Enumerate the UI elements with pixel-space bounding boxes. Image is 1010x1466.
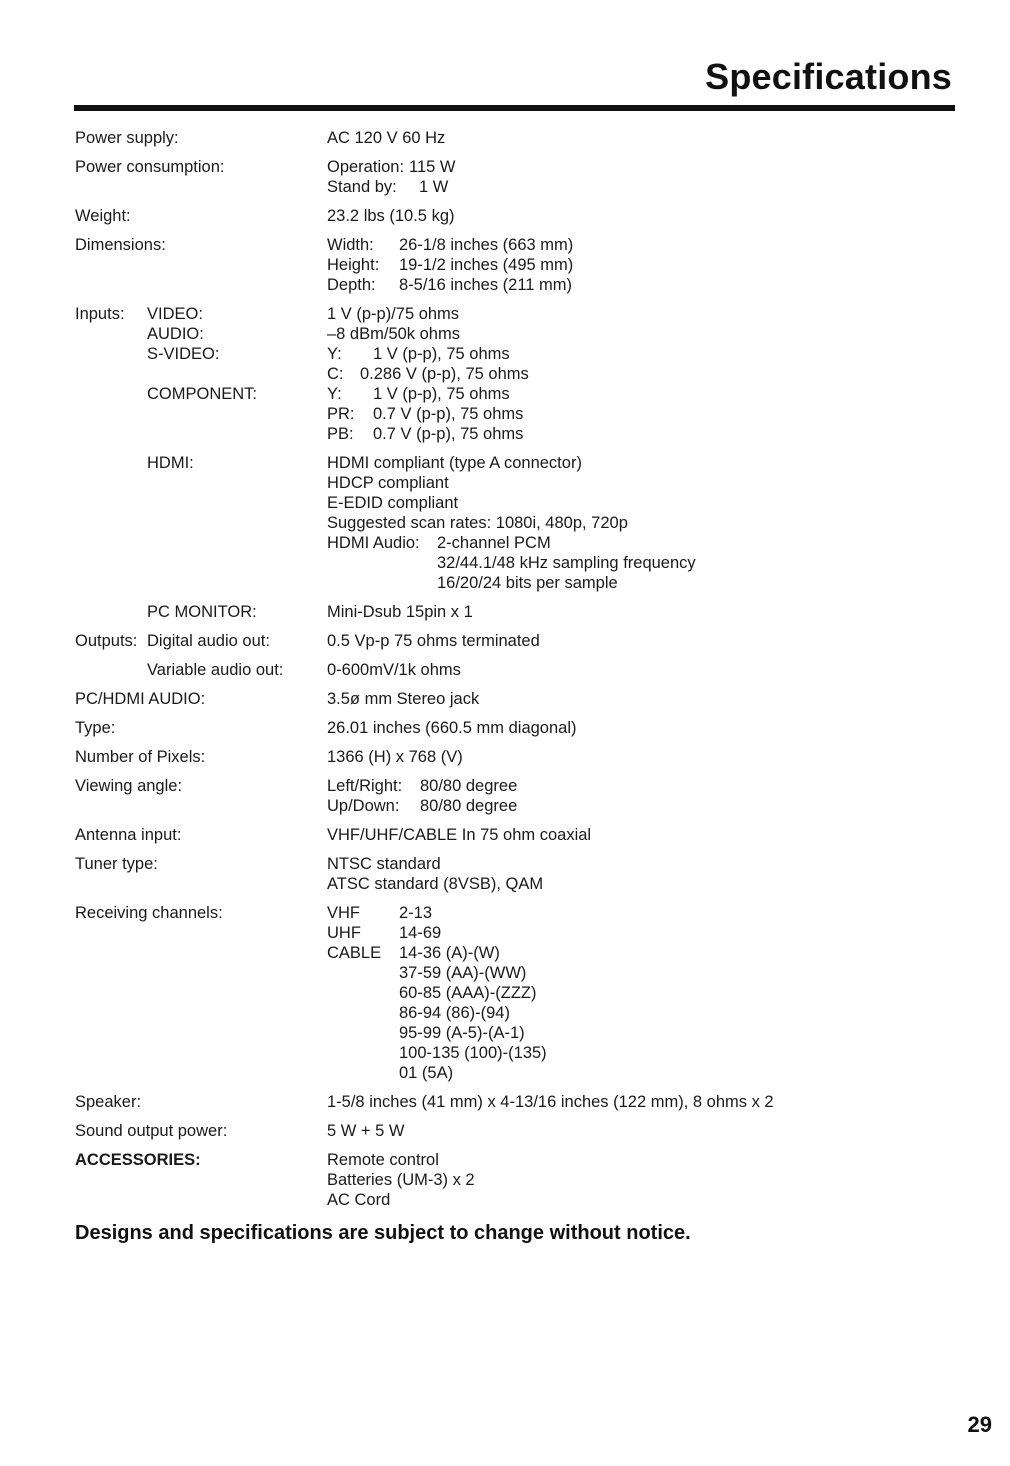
spec-sublabel: AUDIO: xyxy=(147,325,204,343)
spec-label: Viewing angle: xyxy=(75,777,183,795)
spec-label: Outputs: xyxy=(75,632,138,650)
spec-row-power-supply xyxy=(75,128,975,148)
spec-value: 1 V (p-p), 75 ohms xyxy=(373,385,510,403)
spec-key: VHF xyxy=(327,904,360,922)
spec-label: Tuner type: xyxy=(75,855,158,873)
spec-row-pixels xyxy=(75,747,975,767)
spec-sublabel: Variable audio out: xyxy=(147,661,284,679)
spec-sublabel: HDMI: xyxy=(147,454,194,472)
spec-value: 37-59 (AA)-(WW) xyxy=(399,964,527,982)
spec-value: 19-1/2 inches (495 mm) xyxy=(399,256,574,274)
spec-label: Power consumption: xyxy=(75,158,225,176)
spec-value: 32/44.1/48 kHz sampling frequency xyxy=(437,554,696,572)
spec-value: 26.01 inches (660.5 mm diagonal) xyxy=(327,719,577,737)
spec-sublabel: COMPONENT: xyxy=(147,385,258,403)
spec-key: PR: xyxy=(327,405,355,423)
spec-row-tuner xyxy=(75,854,975,894)
spec-sublabel: Digital audio out: xyxy=(147,632,270,650)
spec-value: ATSC standard (8VSB), QAM xyxy=(327,875,544,893)
spec-value: 5 W + 5 W xyxy=(327,1122,405,1140)
spec-row-inputs xyxy=(75,304,975,444)
spec-value: 26-1/8 inches (663 mm) xyxy=(399,236,574,254)
spec-value: 86-94 (86)-(94) xyxy=(399,1004,510,1022)
spec-label: ACCESSORIES: xyxy=(75,1151,201,1169)
spec-value: 100-135 (100)-(135) xyxy=(399,1044,547,1062)
spec-sublabel: PC MONITOR: xyxy=(147,603,257,621)
spec-sublabel: S-VIDEO: xyxy=(147,345,220,363)
spec-value: 0.5 Vp-p 75 ohms terminated xyxy=(327,632,540,650)
spec-value: 1 V (p-p)/75 ohms xyxy=(327,305,460,323)
spec-key: Height: xyxy=(327,256,380,274)
spec-value: 1-5/8 inches (41 mm) x 4-13/16 inches (122 mm), 8 ohms x 2 xyxy=(327,1093,774,1111)
spec-value: 01 (5A) xyxy=(399,1064,454,1082)
spec-row-outputs-digital xyxy=(75,631,975,651)
spec-value: E-EDID compliant xyxy=(327,494,459,512)
spec-label: Antenna input: xyxy=(75,826,182,844)
spec-row-dimensions xyxy=(75,235,975,295)
spec-value: 14-36 (A)-(W) xyxy=(399,944,500,962)
spec-value: Mini-Dsub 15pin x 1 xyxy=(327,603,473,621)
spec-key: Width: xyxy=(327,236,374,254)
spec-row-receiving-channels xyxy=(75,903,975,1083)
spec-row-pc-monitor xyxy=(75,602,975,622)
spec-value: 95-99 (A-5)-(A-1) xyxy=(399,1024,525,1042)
spec-key: Stand by: xyxy=(327,178,397,196)
spec-value: 1366 (H) x 768 (V) xyxy=(327,748,463,766)
spec-value: 2-channel PCM xyxy=(437,534,551,552)
spec-row-sound-output xyxy=(75,1121,975,1141)
spec-value: 3.5ø mm Stereo jack xyxy=(327,690,480,708)
spec-value: 1 W xyxy=(419,178,449,196)
spec-key: UHF xyxy=(327,924,361,942)
spec-label: Dimensions: xyxy=(75,236,166,254)
spec-key: Depth: xyxy=(327,276,376,294)
spec-row-hdmi xyxy=(75,453,975,593)
spec-value: HDCP compliant xyxy=(327,474,449,492)
spec-value: AC 120 V 60 Hz xyxy=(327,129,446,147)
spec-value: 0.7 V (p-p), 75 ohms xyxy=(373,405,524,423)
spec-value: 2-13 xyxy=(399,904,433,922)
spec-key: Left/Right: xyxy=(327,777,403,795)
spec-value: 23.2 lbs (10.5 kg) xyxy=(327,207,455,225)
spec-label: PC/HDMI AUDIO: xyxy=(75,690,206,708)
spec-row-outputs-variable xyxy=(75,660,975,680)
spec-key: Y: xyxy=(327,385,342,403)
spec-key: Operation: xyxy=(327,158,405,176)
spec-label: Type: xyxy=(75,719,116,737)
spec-value: NTSC standard xyxy=(327,855,441,873)
spec-label: Number of Pixels: xyxy=(75,748,206,766)
spec-label: Inputs: xyxy=(75,305,125,323)
spec-row-pc-hdmi-audio xyxy=(75,689,975,709)
spec-value: 0-600mV/1k ohms xyxy=(327,661,461,679)
spec-label: Speaker: xyxy=(75,1093,142,1111)
spec-row-weight xyxy=(75,206,975,226)
spec-value: 0.7 V (p-p), 75 ohms xyxy=(373,425,524,443)
title-rule xyxy=(74,105,955,111)
spec-value: 16/20/24 bits per sample xyxy=(437,574,618,592)
spec-label: Sound output power: xyxy=(75,1122,228,1140)
spec-value: VHF/UHF/CABLE In 75 ohm coaxial xyxy=(327,826,592,844)
spec-value: 1 V (p-p), 75 ohms xyxy=(373,345,510,363)
spec-key: Y: xyxy=(327,345,342,363)
spec-row-viewing-angle xyxy=(75,776,975,816)
spec-value: Suggested scan rates: 1080i, 480p, 720p xyxy=(327,514,628,532)
spec-value: 60-85 (AAA)-(ZZZ) xyxy=(399,984,537,1002)
spec-key: Up/Down: xyxy=(327,797,400,815)
spec-key: HDMI Audio: xyxy=(327,534,420,552)
spec-label: Weight: xyxy=(75,207,131,225)
spec-value: HDMI compliant (type A connector) xyxy=(327,454,582,472)
spec-value: Remote control xyxy=(327,1151,439,1169)
spec-row-power-consumption xyxy=(75,157,975,197)
spec-value: 0.286 V (p-p), 75 ohms xyxy=(360,365,529,383)
spec-key: PB: xyxy=(327,425,354,443)
spec-label: Power supply: xyxy=(75,129,179,147)
spec-value: 80/80 degree xyxy=(420,797,518,815)
page-title: Specifications xyxy=(705,56,952,97)
spec-row-accessories xyxy=(75,1150,975,1210)
spec-value: AC Cord xyxy=(327,1191,391,1209)
spec-key: CABLE xyxy=(327,944,382,962)
spec-value: Batteries (UM-3) x 2 xyxy=(327,1171,475,1189)
spec-row-speaker xyxy=(75,1092,975,1112)
page-number: 29 xyxy=(967,1412,992,1437)
spec-value: 8-5/16 inches (211 mm) xyxy=(399,276,573,294)
spec-key: C: xyxy=(327,365,344,383)
change-notice: Designs and specifications are subject to change without notice. xyxy=(75,1222,691,1244)
spec-value: 115 W xyxy=(409,158,456,176)
spec-value: 14-69 xyxy=(399,924,442,942)
spec-value: 80/80 degree xyxy=(420,777,518,795)
spec-table xyxy=(75,128,975,1219)
spec-sublabel: VIDEO: xyxy=(147,305,203,323)
spec-row-type xyxy=(75,718,975,738)
spec-row-antenna xyxy=(75,825,975,845)
spec-label: Receiving channels: xyxy=(75,904,223,922)
spec-value: –8 dBm/50k ohms xyxy=(327,325,460,343)
